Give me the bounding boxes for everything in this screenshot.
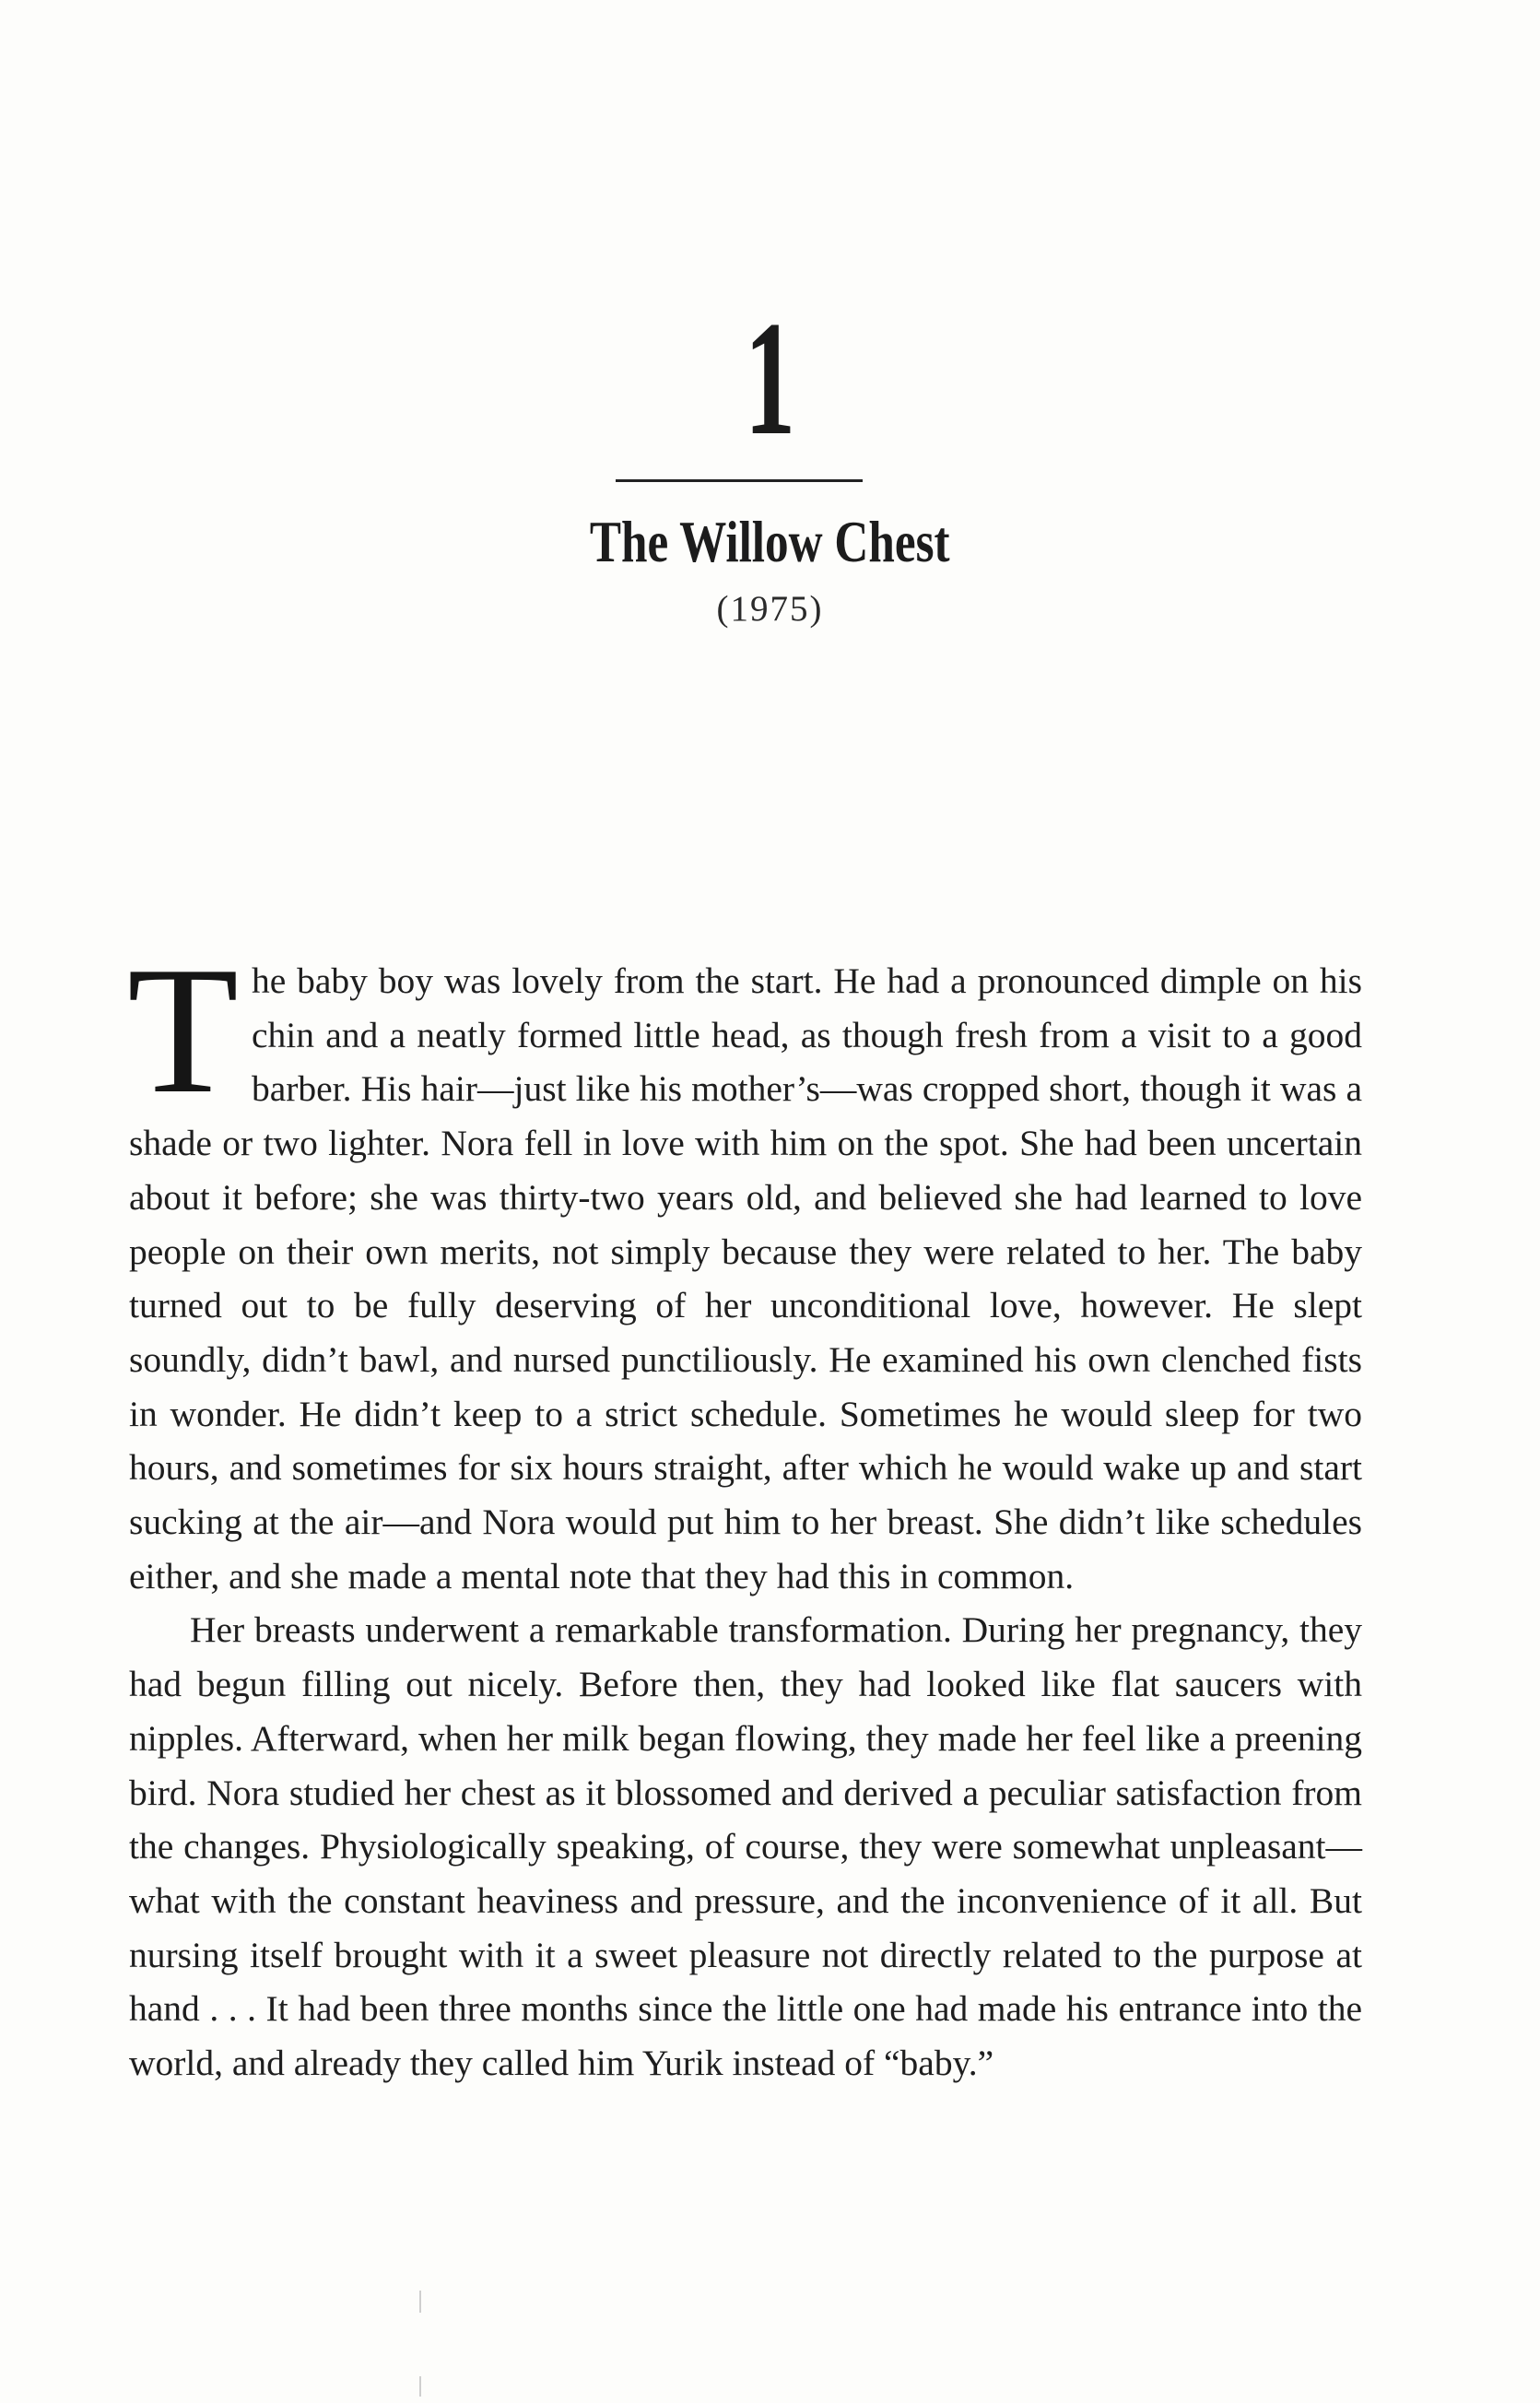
- chapter-rule: [616, 479, 863, 482]
- paragraph: The baby boy was lovely from the start. He had a pronounced dimple on his chin and a neatly formed little head, as though fresh from a visit to a good barber. His hair—just like his mother’s—was cropped short, though it was a shade or two lighter. Nora fell in love with him on the spot. She had been uncertain about it before; she was thirty-two years old, and believed she had learned to love people on their own merits, not simply because they were related to her. The baby turned out to be fully deserving of her unconditional love, however. He slept soundly, didn’t bawl, and nursed punctiliously. He examined his own clenched fists in wonder. He didn’t keep to a strict schedule. Sometimes he would sleep for two hours, and sometimes for six hours straight, after which he would wake up and start sucking at the air—and Nora would put him to her breast. She didn’t like schedules either, and she made a mental note that they had this in common.: [127, 929, 1362, 1596]
- chapter-number: 1: [744, 287, 796, 469]
- chapter-title-wrap: [0, 509, 1540, 575]
- scan-artifact: [419, 2376, 421, 2397]
- chapter-year: (1975): [716, 589, 824, 629]
- chapter-title: The Willow Chest: [590, 509, 950, 574]
- paragraph: Her breasts underwent a remarkable transformation. During her pregnancy, they had begun filling out nicely. Before then, they had looked like flat saucers with nipples. Afterward, when her milk began flowing, they made her feel like a preening bird. Nora studied her chest as it blossomed and derived a peculiar satisfaction from the changes. Physiologically speaking, of course, they were somewhat unpleasant—what with the constant heaviness and pressure, and the inconvenience of it all. But nursing itself brought with it a sweet pleasure not directly related to the purpose at hand . . . It had been three months since the little one had made his entrance into the world, and already they called him Yurik instead of “baby.”: [129, 1609, 1362, 2084]
- body-text: [127, 929, 1362, 2091]
- scan-artifact: [419, 2291, 421, 2313]
